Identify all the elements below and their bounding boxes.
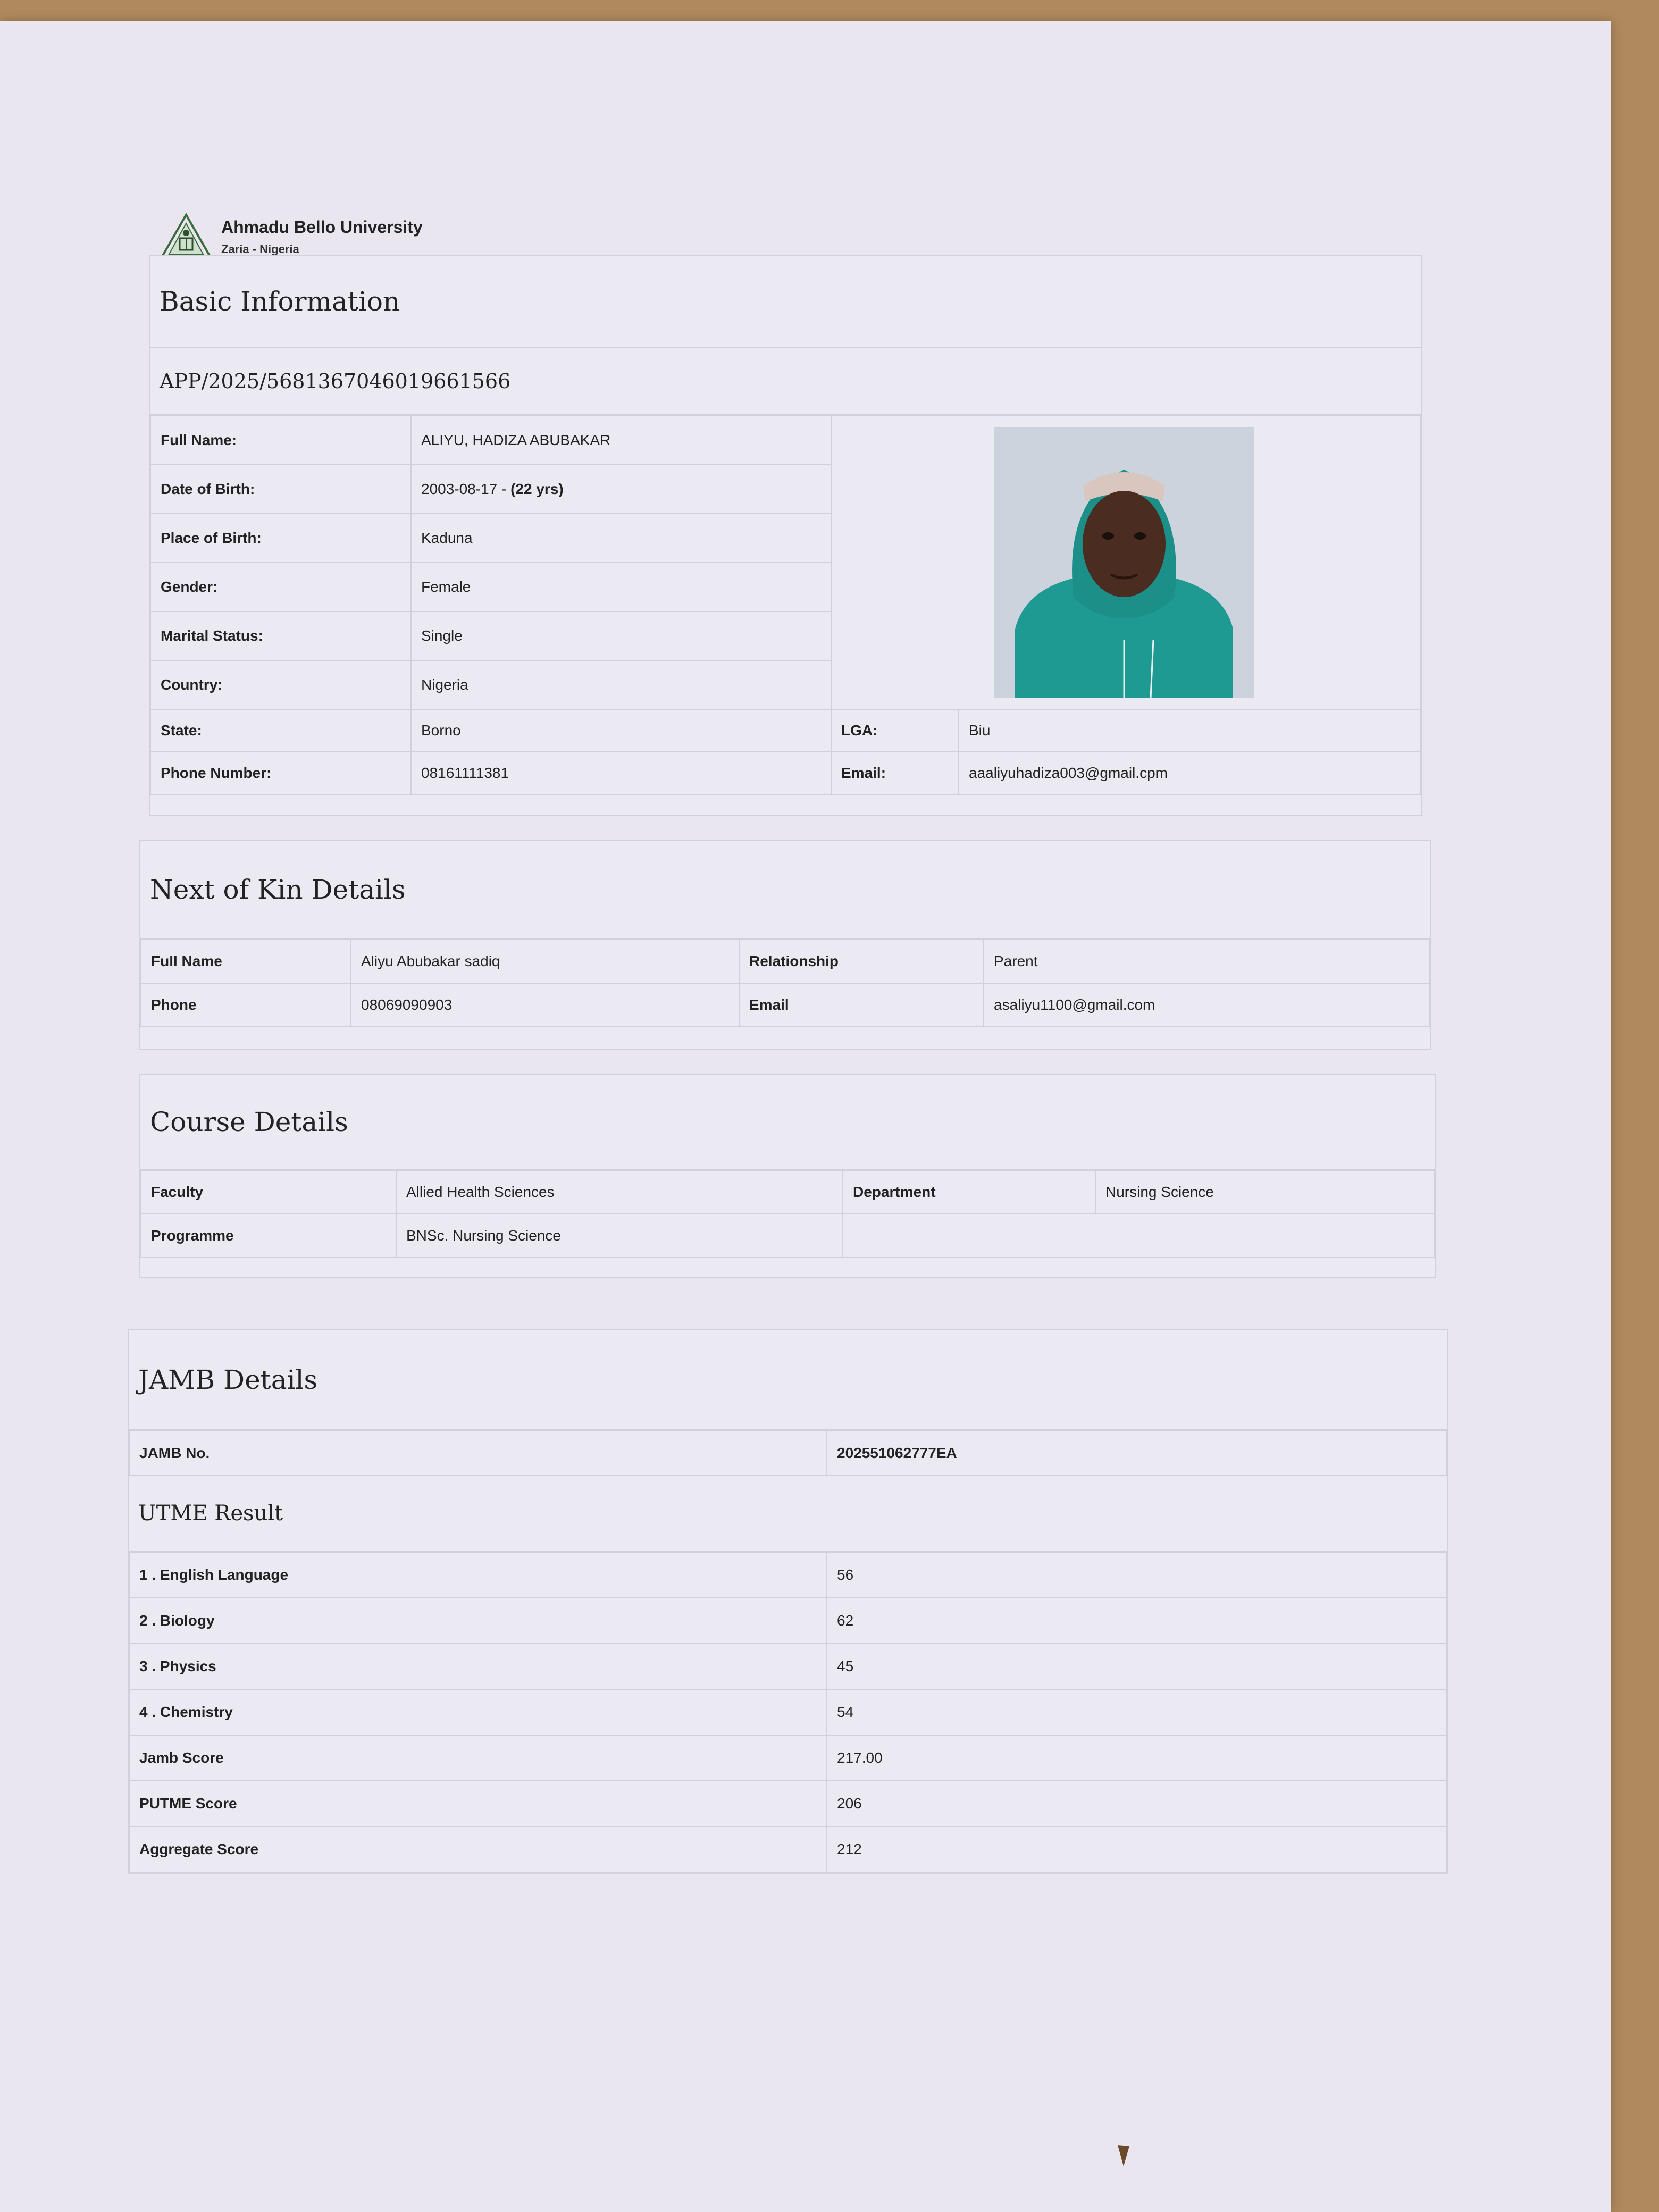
application-number: APP/2025/5681367046019661566 <box>150 348 1421 415</box>
phone-number-label: Phone Number: <box>150 752 411 794</box>
next-of-kin-section <box>139 840 1431 1050</box>
state-value: Borno <box>411 709 831 752</box>
basic-information-section <box>149 255 1422 816</box>
table-row <box>129 1552 1447 1598</box>
place-of-birth-value: Kaduna <box>411 514 831 563</box>
date-of-birth-label: Date of Birth: <box>150 465 411 514</box>
jamb-score-label: Jamb Score <box>129 1735 827 1781</box>
jamb-details-title: JAMB Details <box>129 1330 1447 1430</box>
marital-status-label: Marital Status: <box>150 611 411 660</box>
table-row <box>150 709 1420 752</box>
gender-label: Gender: <box>150 563 411 611</box>
table-row <box>129 1430 1447 1476</box>
jamb-number-value: 202551062777EA <box>827 1430 1447 1476</box>
university-header <box>160 213 423 261</box>
age-value: (22 yrs) <box>510 481 564 497</box>
faculty-label: Faculty <box>141 1170 396 1214</box>
university-crest-icon <box>160 213 213 261</box>
department-label: Department <box>843 1170 1095 1214</box>
result-value: 54 <box>827 1689 1447 1735</box>
table-row <box>129 1781 1447 1826</box>
kin-relationship-value: Parent <box>984 940 1429 983</box>
full-name-value: ALIYU, HADIZA ABUBAKAR <box>411 416 831 465</box>
result-label: 3 . Physics <box>129 1644 827 1689</box>
putme-score-label: PUTME Score <box>129 1781 827 1826</box>
table-row <box>129 1598 1447 1644</box>
lga-value: Biu <box>959 709 1420 752</box>
course-details-section <box>139 1074 1436 1278</box>
kin-email-label: Email <box>739 983 984 1027</box>
kin-phone-value: 08069090903 <box>351 983 739 1027</box>
table-row <box>129 1644 1447 1689</box>
faculty-value: Allied Health Sciences <box>396 1170 843 1214</box>
kin-full-name-value: Aliyu Abubakar sadiq <box>351 940 739 983</box>
next-of-kin-title: Next of Kin Details <box>140 841 1430 939</box>
jamb-number-label: JAMB No. <box>129 1430 827 1476</box>
result-label: 1 . English Language <box>129 1552 827 1598</box>
table-row <box>141 1214 1435 1258</box>
result-label: 2 . Biology <box>129 1598 827 1644</box>
table-row <box>129 1826 1447 1872</box>
date-of-birth-value <box>411 465 831 514</box>
table-row <box>129 1735 1447 1781</box>
email-value: aaaliyuhadiza003@gmail.cpm <box>959 752 1420 794</box>
table-row <box>141 983 1429 1027</box>
jamb-score-value: 217.00 <box>827 1735 1447 1781</box>
date-of-birth-date: 2003-08-17 - <box>421 481 511 497</box>
next-of-kin-table <box>140 939 1430 1027</box>
university-name: Ahmadu Bello University <box>221 217 423 237</box>
course-details-title: Course Details <box>140 1075 1435 1170</box>
marital-status-value: Single <box>411 611 831 660</box>
programme-label: Programme <box>141 1214 396 1258</box>
putme-score-value: 206 <box>827 1781 1447 1826</box>
place-of-birth-label: Place of Birth: <box>150 514 411 563</box>
result-label: 4 . Chemistry <box>129 1689 827 1735</box>
programme-value: BNSc. Nursing Science <box>396 1214 843 1258</box>
passport-photo <box>994 427 1254 698</box>
table-row <box>141 940 1429 983</box>
kin-phone-label: Phone <box>141 983 351 1027</box>
aggregate-score-label: Aggregate Score <box>129 1826 827 1872</box>
lga-label: LGA: <box>831 709 959 752</box>
document-page <box>0 21 1611 2212</box>
result-value: 62 <box>827 1598 1447 1644</box>
course-details-table <box>140 1170 1435 1258</box>
country-label: Country: <box>150 660 411 709</box>
kin-full-name-label: Full Name <box>141 940 351 983</box>
country-value: Nigeria <box>411 660 831 709</box>
kin-email-value: asaliyu1100@gmail.com <box>984 983 1429 1027</box>
result-value: 45 <box>827 1644 1447 1689</box>
full-name-label: Full Name: <box>150 416 411 465</box>
jamb-number-table <box>129 1430 1447 1476</box>
table-row <box>129 1689 1447 1735</box>
state-label: State: <box>150 709 411 752</box>
paper-mark <box>1116 2143 1132 2169</box>
kin-relationship-label: Relationship <box>739 940 984 983</box>
department-value: Nursing Science <box>1095 1170 1435 1214</box>
table-row <box>150 416 1420 465</box>
utme-result-table <box>129 1552 1447 1873</box>
basic-info-table <box>150 415 1421 795</box>
university-location: Zaria - Nigeria <box>221 242 299 256</box>
phone-number-value: 08161111381 <box>411 752 831 794</box>
aggregate-score-value: 212 <box>827 1826 1447 1872</box>
result-value: 56 <box>827 1552 1447 1598</box>
table-row <box>141 1170 1435 1214</box>
table-row <box>150 752 1420 794</box>
basic-information-title: Basic Information <box>150 256 1421 348</box>
utme-result-title: UTME Result <box>129 1476 1447 1552</box>
photo-cell <box>831 416 1420 709</box>
email-label: Email: <box>831 752 959 794</box>
jamb-details-section <box>128 1329 1448 1874</box>
empty-cell <box>843 1214 1435 1258</box>
gender-value: Female <box>411 563 831 611</box>
